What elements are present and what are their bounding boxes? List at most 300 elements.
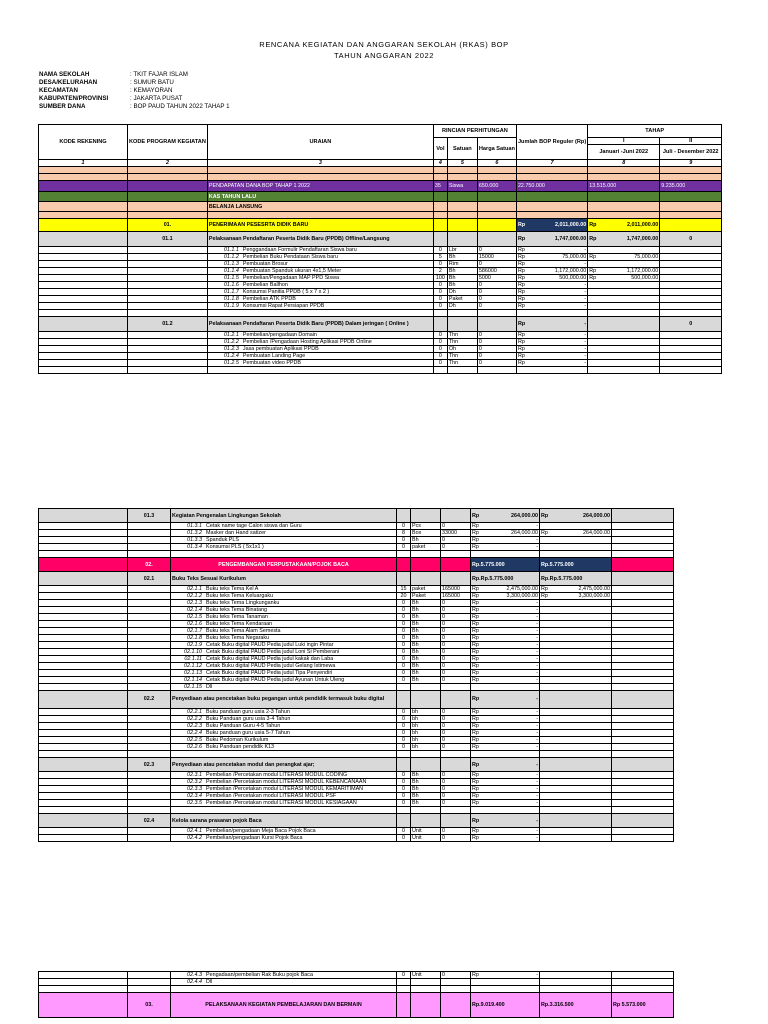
item-stage-1 <box>540 523 612 530</box>
item-stage-2 <box>612 709 674 716</box>
item-code: 02.4.2 <box>187 835 202 841</box>
item-total: Rp - <box>517 360 587 366</box>
table-cell <box>588 310 660 317</box>
table-cell <box>471 551 540 558</box>
header-tahap-1: I <box>588 138 660 145</box>
table-cell <box>128 268 208 275</box>
item-code: 01.1.5 <box>223 275 239 281</box>
table-cell <box>540 814 612 828</box>
table-cell: 02. <box>128 558 171 572</box>
item-stage-2 <box>612 635 674 642</box>
item-stage-2 <box>612 793 674 800</box>
table-cell <box>39 303 128 310</box>
group-label: Kelola sarana prasaran pojok Baca <box>171 814 397 828</box>
item-stage-1 <box>540 793 612 800</box>
item-stage-2 <box>660 332 722 339</box>
table-cell <box>128 628 171 635</box>
table-cell <box>39 744 128 751</box>
item-price: 0 <box>441 677 471 684</box>
pendapatan-row <box>39 181 722 192</box>
table-cell <box>447 167 477 174</box>
group-label: Buku Teks Sesuai Kurikulum <box>171 572 397 586</box>
table-cell <box>516 310 587 317</box>
table-cell <box>433 310 447 317</box>
table-cell <box>477 174 516 181</box>
item-price: 0 <box>441 779 471 786</box>
item-price: 0 <box>477 339 516 346</box>
table-cell <box>411 807 441 814</box>
table-cell <box>447 219 477 232</box>
item-stage-2 <box>612 800 674 807</box>
item-label: 02.2.4 Buku panduan guru usia 5-7 Tahun <box>171 730 397 737</box>
table-cell <box>39 275 128 282</box>
table-cell <box>477 367 516 374</box>
table-cell <box>39 614 128 621</box>
item-stage-2 <box>612 744 674 751</box>
table-cell <box>540 758 612 772</box>
table-cell <box>128 828 171 835</box>
table-cell <box>588 212 660 219</box>
item-unit: Bh <box>447 275 477 282</box>
item-total: Rp - <box>472 537 538 543</box>
table-cell <box>39 247 128 254</box>
item-stage-1 <box>540 979 612 986</box>
table-row <box>39 684 674 691</box>
table-cell <box>447 232 477 247</box>
table-cell <box>588 167 660 174</box>
item-total: Rp - <box>517 261 587 267</box>
table-cell <box>128 723 171 730</box>
item-code: 02.4.4 <box>187 979 202 985</box>
item-code: 01.1.2 <box>223 254 239 260</box>
item-vol: 0 <box>397 828 411 835</box>
table-row <box>39 607 674 614</box>
item-stage-1 <box>540 730 612 737</box>
pendapatan-label: PENDAPATAN DANA BOP TAHAP 1 2022 <box>207 181 433 192</box>
table-cell <box>39 972 128 979</box>
table-cell <box>128 779 171 786</box>
item-total: Rp - <box>472 523 538 529</box>
table-cell <box>39 716 128 723</box>
table-cell <box>128 181 208 192</box>
item-total: Rp - <box>472 772 538 778</box>
item-code: 02.1.7 <box>187 628 202 634</box>
item-price: 0 <box>477 282 516 289</box>
table-cell <box>128 296 208 303</box>
program-total: Rp.9.019.400 <box>471 993 540 1018</box>
item-price: 0 <box>441 544 471 551</box>
item-price: 0 <box>477 353 516 360</box>
item-price: 15000 <box>477 254 516 261</box>
belanja-row <box>39 202 722 212</box>
table-row <box>39 628 674 635</box>
item-vol: 0 <box>397 793 411 800</box>
info-value: : SUMUR BATU <box>130 79 174 86</box>
item-unit: Bh <box>411 779 441 786</box>
item-price: 0 <box>441 642 471 649</box>
item-stage-1 <box>540 663 612 670</box>
table-cell: 01. <box>128 219 208 232</box>
item-unit: Bh <box>411 656 441 663</box>
table-row <box>39 772 674 779</box>
item-label: 02.4.1 Pembelian/pengadaan Meja Baca Pojok Baca <box>171 828 397 835</box>
table-cell <box>477 212 516 219</box>
item-vol: 0 <box>433 339 447 346</box>
info-value: : TKIT FAJAR ISLAM <box>130 71 188 78</box>
item-stage-2 <box>660 289 722 296</box>
table-cell <box>39 167 128 174</box>
item-stage-1: Rp 3,300,000.00 <box>541 593 610 599</box>
table-row <box>39 593 674 600</box>
table-row <box>39 779 674 786</box>
item-stage-1: Rp 2,475,000.00 <box>541 586 610 592</box>
item-total <box>471 979 540 986</box>
item-total: Rp - <box>472 744 538 750</box>
column-number: 8 <box>588 160 660 167</box>
item-unit: bh <box>411 716 441 723</box>
item-unit: bh <box>411 744 441 751</box>
item-price: 0 <box>441 607 471 614</box>
table-cell: 02.3 <box>128 758 171 772</box>
group-row <box>39 758 674 772</box>
item-stage-1 <box>540 656 612 663</box>
item-vol: 0 <box>397 544 411 551</box>
group-total: Rp - <box>471 814 540 828</box>
column-number: 3 <box>207 160 433 167</box>
table-cell <box>39 509 128 523</box>
table-row <box>39 656 674 663</box>
item-unit: Thn <box>447 360 477 367</box>
table-cell <box>588 202 660 212</box>
item-vol: 0 <box>397 737 411 744</box>
item-vol: 0 <box>397 656 411 663</box>
table-row <box>39 289 722 296</box>
table-row <box>39 730 674 737</box>
item-code: 01.1.8 <box>223 296 239 302</box>
item-stage-2 <box>612 786 674 793</box>
table-cell <box>39 537 128 544</box>
budget-table-page-2 <box>38 508 674 842</box>
item-price: 0 <box>441 786 471 793</box>
group-label: Pelaksanaan Pendaftaran Peserta Didik Baru (PPDB) Dalam jeringan ( Online ) <box>207 317 433 332</box>
table-cell <box>128 167 208 174</box>
item-label: 01.1.9 Konsumsi Rapat Persiapan PPDB <box>207 303 433 310</box>
item-stage-2 <box>612 614 674 621</box>
program-row <box>39 219 722 232</box>
pendapatan-stage-1: 13.515.000 <box>588 181 660 192</box>
item-stage-2 <box>660 339 722 346</box>
item-code: 02.3.4 <box>187 793 202 799</box>
table-cell <box>612 691 674 709</box>
item-vol: 8 <box>397 530 411 537</box>
info-key: KECAMATAN <box>39 87 78 94</box>
table-row <box>39 635 674 642</box>
spacer-row <box>39 174 722 181</box>
header-periode-2: Juli - Desember 2022 <box>660 145 722 160</box>
table-cell <box>207 167 433 174</box>
item-total: Rp 75,000.00 <box>517 254 587 260</box>
item-stage-2 <box>612 593 674 600</box>
table-cell <box>39 181 128 192</box>
item-stage-1: Rp 264,000.00 <box>541 530 610 536</box>
item-label: 02.2.3 Buku Panduan Guru 4-5 Tahun <box>171 723 397 730</box>
item-total: Rp - <box>517 346 587 352</box>
item-vol: 0 <box>397 663 411 670</box>
table-cell <box>411 814 441 828</box>
table-cell <box>128 282 208 289</box>
item-price: 0 <box>477 346 516 353</box>
table-cell <box>39 691 128 709</box>
table-cell: 03. <box>128 993 171 1018</box>
item-total: Rp - <box>472 709 538 715</box>
group-total: Rp - <box>516 317 587 332</box>
item-code: 01.3.2 <box>187 530 202 536</box>
table-cell <box>128 656 171 663</box>
table-cell <box>207 367 433 374</box>
item-code: 02.2.6 <box>187 744 202 750</box>
info-row <box>39 103 230 111</box>
item-stage-1 <box>540 800 612 807</box>
table-cell <box>612 986 674 993</box>
item-label: 01.2.1 Pembelian/pengadaan Domain <box>207 332 433 339</box>
item-stage-2 <box>612 586 674 593</box>
item-stage-2 <box>612 723 674 730</box>
item-stage-2 <box>612 600 674 607</box>
item-code: 01.2.5 <box>223 360 239 366</box>
item-stage-1 <box>540 684 612 691</box>
item-code: 02.1.2 <box>187 593 202 599</box>
info-value: : KEMAYORAN <box>130 87 173 94</box>
item-total: Rp - <box>472 614 538 620</box>
table-cell <box>39 219 128 232</box>
item-stage-2 <box>660 346 722 353</box>
column-number: 5 <box>447 160 477 167</box>
table-cell <box>39 670 128 677</box>
item-stage-1 <box>540 786 612 793</box>
item-vol: 0 <box>433 261 447 268</box>
item-code: 02.1.8 <box>187 635 202 641</box>
item-code: 02.1.9 <box>187 642 202 648</box>
table-cell <box>128 800 171 807</box>
table-cell: 02.1 <box>128 572 171 586</box>
item-price: 586000 <box>477 268 516 275</box>
item-label: 01.1.7 Konsumsi Panitia PPDB ( 5 x 7 x 2 ) <box>207 289 433 296</box>
table-cell <box>660 167 722 174</box>
item-price: 0 <box>477 360 516 367</box>
item-price: 0 <box>477 332 516 339</box>
item-vol: 0 <box>397 800 411 807</box>
table-row <box>39 339 722 346</box>
table-cell <box>128 275 208 282</box>
table-cell: 01.2 <box>128 317 208 332</box>
table-cell: 02.2 <box>128 691 171 709</box>
table-cell <box>441 691 471 709</box>
item-total: Rp 3,300,000.00 <box>472 593 538 599</box>
item-unit: Bh <box>411 786 441 793</box>
item-price: 0 <box>477 289 516 296</box>
header-tahap-2: II <box>660 138 722 145</box>
table-row <box>39 282 722 289</box>
table-cell <box>39 628 128 635</box>
item-vol: 0 <box>397 642 411 649</box>
item-unit: bh <box>411 730 441 737</box>
item-unit: bh <box>411 709 441 716</box>
table-row <box>39 296 722 303</box>
info-value: : JAKARTA PUSAT <box>130 95 183 102</box>
table-cell <box>39 730 128 737</box>
table-cell: 650.000 <box>477 181 516 192</box>
item-stage-1 <box>588 289 660 296</box>
table-cell <box>39 835 128 842</box>
item-stage-1 <box>588 346 660 353</box>
item-unit: Bh <box>411 607 441 614</box>
item-vol: 0 <box>433 332 447 339</box>
item-price: 0 <box>477 303 516 310</box>
item-stage-2 <box>660 261 722 268</box>
table-cell <box>39 642 128 649</box>
item-label: 02.1.13 Cetak Buku digital PAUD Pedia judul Tipa Penyendiri <box>171 670 397 677</box>
item-code: 02.2.2 <box>187 716 202 722</box>
table-cell <box>433 232 447 247</box>
item-label: 02.1.14 Cetak Buku digital PAUD Pedia judul Ayunan Untuk Uleng <box>171 677 397 684</box>
table-cell <box>128 289 208 296</box>
table-cell: 02.4 <box>128 814 171 828</box>
item-unit: bh <box>411 737 441 744</box>
item-code: 01.2.3 <box>223 346 239 352</box>
table-cell <box>128 751 171 758</box>
item-price: 0 <box>441 835 471 842</box>
table-cell <box>612 758 674 772</box>
item-code: 02.2.4 <box>187 730 202 736</box>
item-unit: Pcs <box>411 523 441 530</box>
table-row <box>39 677 674 684</box>
group-row <box>39 232 722 247</box>
table-cell <box>207 212 433 219</box>
item-total: Rp - <box>472 670 538 676</box>
table-cell <box>447 174 477 181</box>
item-price <box>441 684 471 691</box>
table-cell <box>39 828 128 835</box>
table-cell <box>433 192 447 202</box>
table-cell <box>433 367 447 374</box>
table-cell <box>128 607 171 614</box>
item-price: 0 <box>441 709 471 716</box>
table-cell <box>39 551 128 558</box>
table-row <box>39 716 674 723</box>
table-cell <box>128 709 171 716</box>
item-vol: 0 <box>397 600 411 607</box>
group-total: Rp.Rp.5.775.000 <box>471 572 540 586</box>
table-cell <box>39 317 128 332</box>
table-row <box>39 621 674 628</box>
group-total: Rp - <box>471 758 540 772</box>
item-stage-1 <box>540 544 612 551</box>
table-cell <box>39 649 128 656</box>
table-cell <box>447 317 477 332</box>
table-cell <box>128 537 171 544</box>
item-unit: Bh <box>411 628 441 635</box>
table-cell <box>411 691 441 709</box>
table-cell <box>516 167 587 174</box>
table-row <box>39 530 674 537</box>
table-row <box>39 360 722 367</box>
program-stage-1: Rp.5.775.000 <box>540 558 612 572</box>
table-cell <box>128 247 208 254</box>
item-stage-1 <box>540 600 612 607</box>
item-label: 02.1.11 Cetak Buku digital PAUD Pedia judul kakak dan Laba <box>171 656 397 663</box>
item-label: 02.3.2 Pembelian /Percetakan modul LITERASI MODUL KEBENCANAAN <box>171 779 397 786</box>
table-cell <box>540 807 612 814</box>
table-cell <box>171 807 397 814</box>
table-cell <box>128 621 171 628</box>
pendapatan-total: 22.750.000 <box>516 181 587 192</box>
info-key: NAMA SEKOLAH <box>39 71 90 78</box>
table-cell <box>447 367 477 374</box>
table-cell <box>441 986 471 993</box>
item-stage-1: Rp 500,000.00 <box>589 275 659 281</box>
item-stage-1 <box>588 332 660 339</box>
item-code: 02.1.10 <box>184 649 202 655</box>
table-cell <box>39 979 128 986</box>
table-cell <box>477 310 516 317</box>
table-cell <box>39 282 128 289</box>
item-unit: Bh <box>411 537 441 544</box>
item-unit: Bh <box>411 663 441 670</box>
table-cell <box>612 814 674 828</box>
item-code: 01.1.9 <box>223 303 239 309</box>
item-total: Rp - <box>472 730 538 736</box>
item-stage-2 <box>612 979 674 986</box>
item-code: 01.3.4 <box>187 544 202 550</box>
item-stage-2 <box>612 523 674 530</box>
table-cell <box>39 544 128 551</box>
item-stage-1 <box>540 828 612 835</box>
item-code: 02.3.1 <box>187 772 202 778</box>
item-stage-2 <box>612 677 674 684</box>
item-unit: bh <box>411 723 441 730</box>
item-total: Rp - <box>472 835 538 841</box>
document-subtitle: TAHUN ANGGARAN 2022 <box>333 51 435 60</box>
group-label: Penyediaan atau pencetakan modul dan perangkat ajar; <box>171 758 397 772</box>
item-price: 165000 <box>441 593 471 600</box>
group-total: Rp 264,000.00 <box>471 509 540 523</box>
item-stage-1 <box>588 360 660 367</box>
item-unit: Unit <box>411 835 441 842</box>
item-total: Rp 500,000.00 <box>517 275 587 281</box>
item-label: 02.1.15 Dll <box>171 684 397 691</box>
item-vol: 0 <box>397 744 411 751</box>
item-total: Rp - <box>472 663 538 669</box>
item-label: 02.2.6 Buku Panduan pendidik K13 <box>171 744 397 751</box>
item-price: 0 <box>477 296 516 303</box>
item-stage-1 <box>588 247 660 254</box>
item-total: Rp 2,475,000.00 <box>472 586 538 592</box>
item-unit: Bh <box>411 635 441 642</box>
item-stage-1 <box>540 677 612 684</box>
column-number: 1 <box>39 160 128 167</box>
item-total: Rp - <box>472 600 538 606</box>
table-cell <box>39 663 128 670</box>
table-cell <box>39 558 128 572</box>
item-stage-2 <box>612 730 674 737</box>
item-vol: 2 <box>433 268 447 275</box>
table-cell <box>433 212 447 219</box>
table-row <box>39 723 674 730</box>
column-number: 6 <box>477 160 516 167</box>
table-cell <box>39 174 128 181</box>
item-total: Rp - <box>472 677 538 683</box>
item-code: 01.1.4 <box>223 268 239 274</box>
